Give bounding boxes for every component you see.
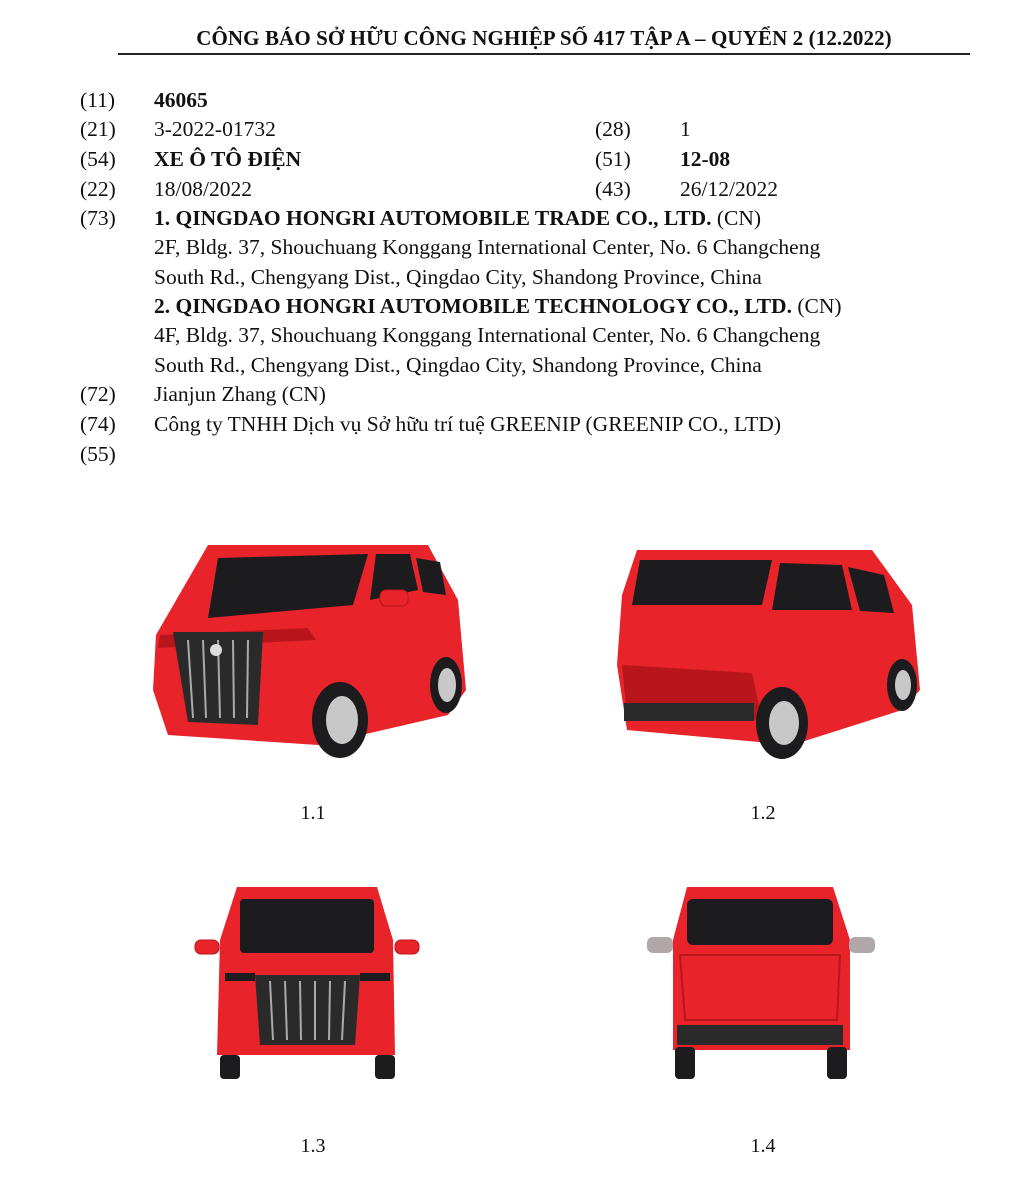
owner-1-country: (CN) [716, 206, 762, 230]
owner-2-address-line1: 4F, Bldg. 37, Shouchuang Konggang International Center, No. 6 Changcheng [154, 323, 821, 347]
figure-1-2-rear-three-quarter [612, 545, 922, 765]
field-code-11: (11) [80, 88, 116, 112]
figure-1-3-front [195, 885, 420, 1085]
owner-1-address-line1: 2F, Bldg. 37, Shouchuang Konggang International Center, No. 6 Changcheng [154, 235, 821, 259]
designer: Jianjun Zhang (CN) [154, 382, 326, 406]
owner-2-address-line2: South Rd., Chengyang Dist., Qingdao City, Shandong Province, China [154, 353, 762, 377]
figure-caption-1-1: 1.1 [300, 802, 326, 824]
figure-caption-1-3: 1.3 [300, 1135, 326, 1157]
gazette-header: CÔNG BÁO SỞ HỮU CÔNG NGHIỆP SỐ 417 TẬP A – QUYỂN 2 (12.2022) [118, 26, 970, 55]
field-code-28: (28) [595, 117, 631, 141]
figure-1-4-rear [645, 885, 875, 1085]
figure-caption-1-4: 1.4 [750, 1135, 776, 1157]
field-code-22: (22) [80, 177, 116, 201]
field-code-54: (54) [80, 147, 116, 171]
owner-1-address-line2: South Rd., Chengyang Dist., Qingdao City, Shandong Province, China [154, 265, 762, 289]
design-count: 1 [680, 117, 691, 141]
owner-2-line [154, 292, 842, 321]
field-code-55: (55) [80, 442, 116, 466]
locarno-class: 12-08 [680, 147, 731, 171]
field-code-51: (51) [595, 147, 631, 171]
field-code-74: (74) [80, 412, 116, 436]
owner-1-line [154, 204, 761, 233]
publication-date: 26/12/2022 [680, 177, 778, 201]
owner-2-country: (CN) [797, 294, 842, 318]
filing-date: 18/08/2022 [154, 177, 252, 201]
field-code-43: (43) [595, 177, 631, 201]
field-code-73: (73) [80, 206, 116, 230]
field-code-72: (72) [80, 382, 116, 406]
application-number: 3-2022-01732 [154, 117, 276, 141]
owner-2-name: 2. QINGDAO HONGRI AUTOMOBILE TECHNOLOGY CO., LTD. [154, 294, 792, 318]
registration-number: 46065 [154, 88, 208, 112]
figure-caption-1-2: 1.2 [750, 802, 776, 824]
design-title: XE Ô TÔ ĐIỆN [154, 147, 302, 171]
figure-1-1-front-three-quarter [148, 540, 468, 765]
agent: Công ty TNHH Dịch vụ Sở hữu trí tuệ GREENIP (GREENIP CO., LTD) [154, 412, 781, 436]
owner-1-name: 1. QINGDAO HONGRI AUTOMOBILE TRADE CO., LTD. [154, 206, 712, 230]
field-code-21: (21) [80, 117, 116, 141]
